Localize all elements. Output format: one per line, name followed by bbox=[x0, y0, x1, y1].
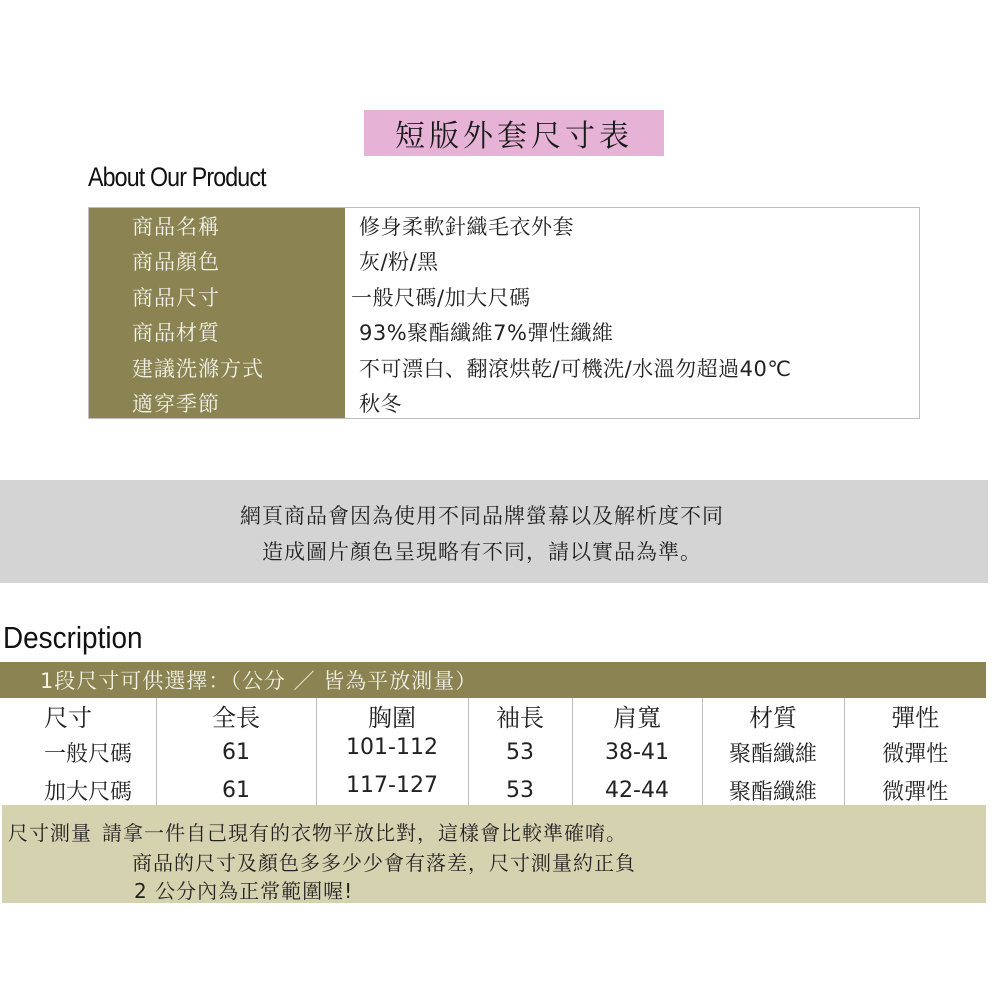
info-label-washing: 建議洗滌方式 bbox=[132, 356, 264, 381]
header-sleeve: 袖長 bbox=[468, 698, 572, 733]
info-value-season: 秋冬 bbox=[359, 392, 402, 417]
notice-line-2: 造成圖片顏色呈現略有不同，請以實品為準。 bbox=[262, 540, 702, 564]
measurement-note bbox=[2, 805, 986, 903]
product-info-table bbox=[88, 207, 920, 419]
cell-sleeve: 53 bbox=[468, 771, 572, 809]
cell-length: 61 bbox=[156, 771, 316, 809]
info-value-name: 修身柔軟針織毛衣外套 bbox=[359, 214, 574, 239]
cell-elasticity: 微彈性 bbox=[882, 741, 949, 767]
color-notice-band bbox=[0, 480, 988, 583]
cell-chest: 101-112 bbox=[316, 733, 468, 771]
measure-label: 尺寸測量 bbox=[8, 821, 92, 845]
product-info-labels bbox=[89, 208, 345, 418]
about-heading: About Our Product bbox=[88, 162, 266, 192]
cell-material: 聚酯纖維 bbox=[702, 733, 844, 771]
table-row bbox=[0, 733, 986, 771]
measure-line-1 bbox=[8, 817, 627, 846]
cell-size: 加大尺碼 bbox=[0, 771, 156, 809]
header-shoulder: 肩寬 bbox=[572, 698, 702, 733]
info-label-size: 商品尺寸 bbox=[132, 285, 220, 310]
size-table-caption: 1段尺寸可供選擇：（公分 ／ 皆為平放測量） bbox=[0, 662, 986, 698]
info-value-material: 93%聚酯纖維7%彈性纖維 bbox=[359, 321, 614, 346]
table-row bbox=[0, 771, 986, 809]
cell-elasticity: 微彈性 bbox=[882, 779, 949, 805]
cell-shoulder: 38-41 bbox=[572, 733, 702, 771]
info-label-name: 商品名稱 bbox=[132, 214, 220, 239]
cell-material: 聚酯纖維 bbox=[702, 771, 844, 809]
info-value-color: 灰/粉/黑 bbox=[359, 250, 439, 275]
header-length: 全長 bbox=[156, 698, 316, 733]
measure-line-2: 商品的尺寸及顏色多多少少會有落差，尺寸測量約正負 bbox=[132, 851, 636, 875]
header-size: 尺寸 bbox=[0, 698, 156, 733]
info-label-season: 適穿季節 bbox=[132, 392, 220, 417]
description-heading: Description bbox=[3, 620, 143, 655]
notice-line-1: 網頁商品會因為使用不同品牌螢幕以及解析度不同 bbox=[240, 504, 724, 528]
cell-size: 一般尺碼 bbox=[0, 733, 156, 771]
cell-shoulder: 42-44 bbox=[572, 771, 702, 809]
page-title: 短版外套尺寸表 bbox=[364, 110, 664, 156]
cell-chest: 117-127 bbox=[316, 771, 468, 809]
header-elasticity: 彈性 bbox=[891, 704, 940, 732]
header-material: 材質 bbox=[702, 698, 844, 733]
header-chest: 胸圍 bbox=[316, 698, 468, 733]
measure-line-3: 2 公分內為正常範圍喔! bbox=[134, 879, 354, 903]
info-label-color: 商品顏色 bbox=[132, 250, 220, 275]
info-value-washing: 不可漂白、翻滾烘乾/可機洗/水溫勿超過40℃ bbox=[359, 356, 792, 381]
info-value-size: 一般尺碼/加大尺碼 bbox=[351, 285, 531, 310]
size-table-header-row bbox=[0, 698, 986, 733]
cell-length: 61 bbox=[156, 733, 316, 771]
size-table bbox=[0, 698, 986, 809]
info-label-material: 商品材質 bbox=[132, 321, 220, 346]
measure-text-1: 請拿一件自己現有的衣物平放比對，這樣會比較準確唷。 bbox=[102, 821, 627, 845]
product-info-values bbox=[345, 208, 919, 418]
cell-sleeve: 53 bbox=[468, 733, 572, 771]
